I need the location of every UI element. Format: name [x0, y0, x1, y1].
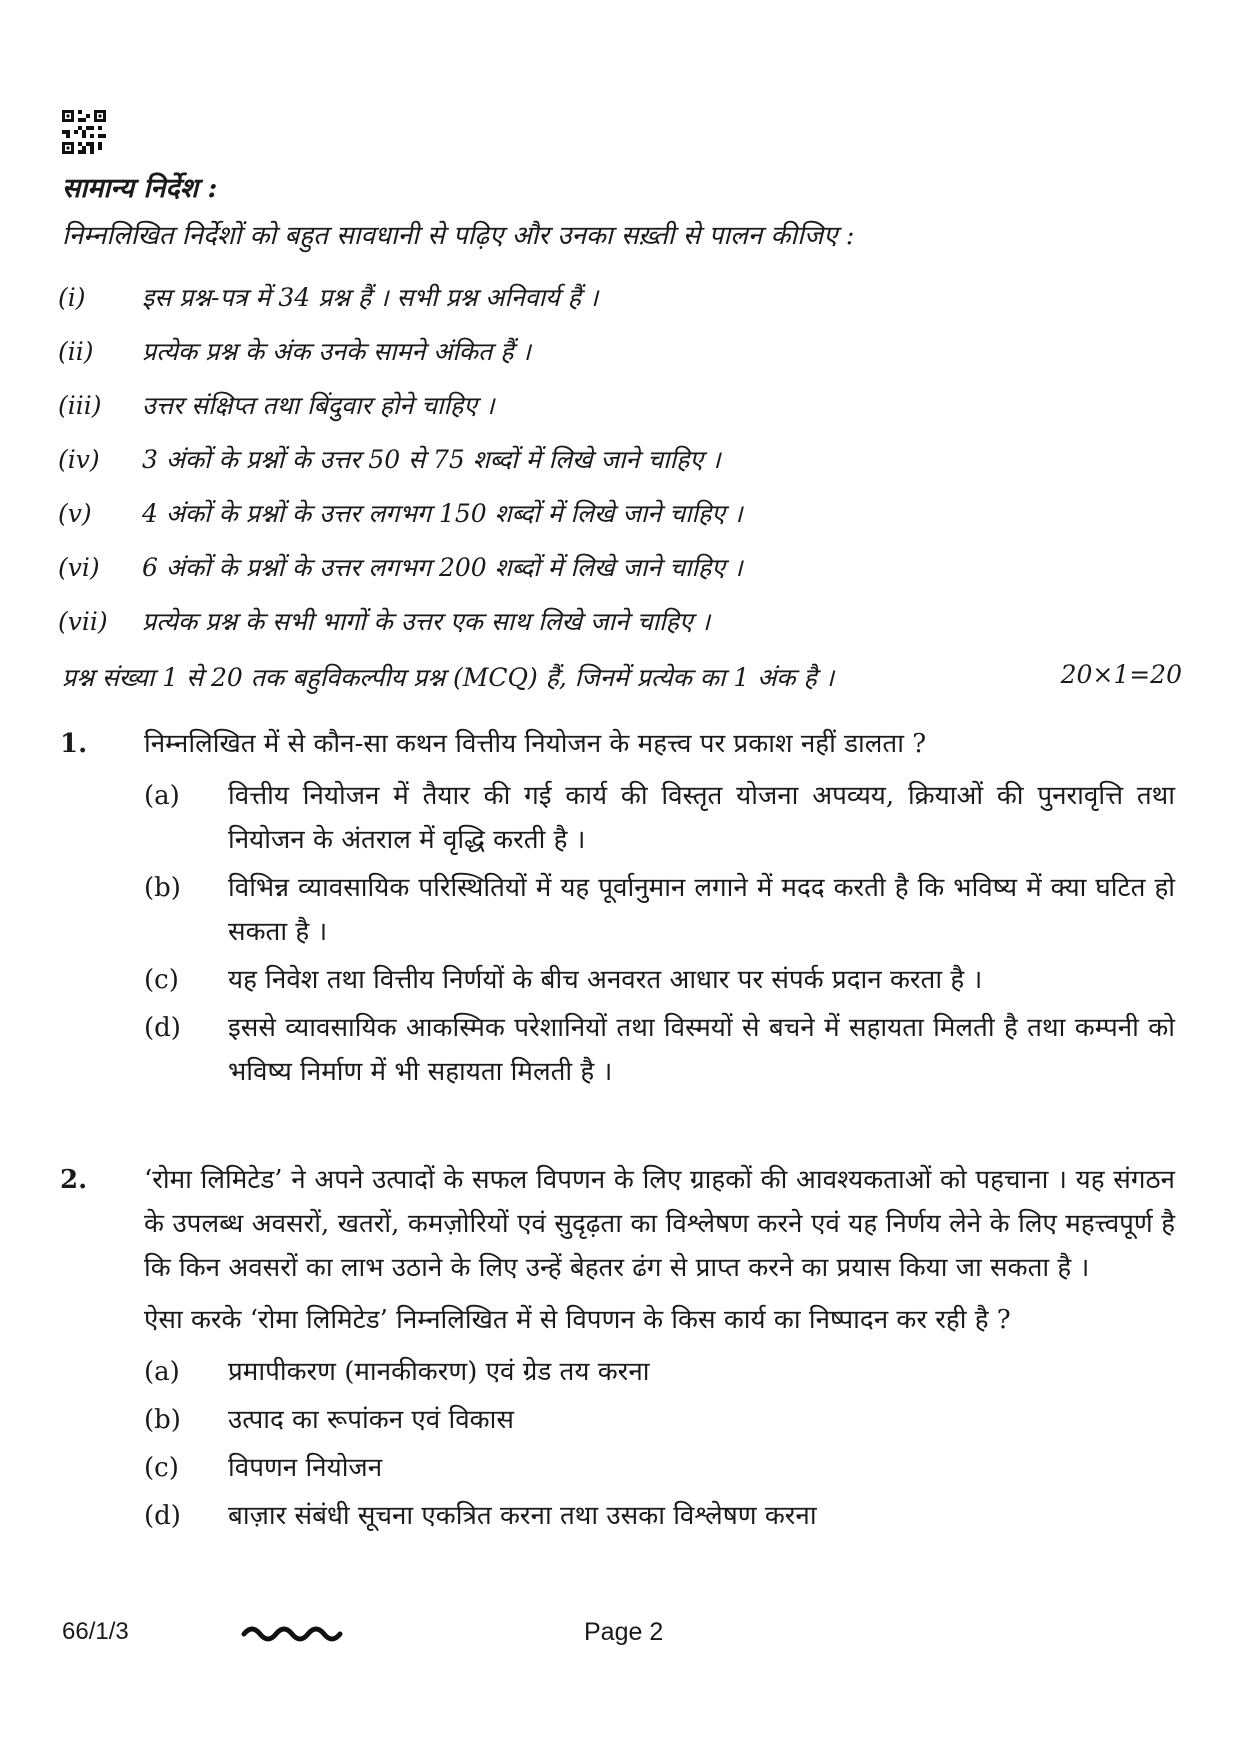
paper-code: 66/1/3: [62, 1618, 129, 1645]
question-2: [60, 1158, 1175, 1542]
instruction-number: (ii): [58, 336, 94, 366]
options-list: [144, 774, 1175, 1094]
question-1: [60, 722, 1175, 1098]
mcq-note: [62, 660, 1182, 694]
option-text: प्रमापीकरण (मानकीकरण) एवं ग्रेड तय करना: [228, 1357, 650, 1387]
question-number: 1.: [60, 729, 88, 759]
option-label: (a): [144, 1357, 180, 1387]
option-text: उत्पाद का रूपांकन एवं विकास: [228, 1405, 514, 1435]
option-label: (a): [144, 781, 180, 811]
instruction-item: [58, 486, 1178, 540]
option-text: विपणन नियोजन: [228, 1453, 383, 1483]
instruction-number: (i): [58, 282, 86, 312]
instructions-heading: सामान्य निर्देश :: [62, 173, 218, 204]
option-label: (c): [144, 1453, 179, 1483]
instruction-number: (v): [58, 498, 92, 528]
option-text: इससे व्यावसायिक आकस्मिक परेशानियों तथा विस्मयों से बचने में सहायता मिलती है तथा कम्पनी को भविष्य निर्माण में भी सहायता मिलती है ।: [228, 1013, 1175, 1087]
question-text: निम्नलिखित में से कौन-सा कथन वित्तीय नियोजन के महत्त्व पर प्रकाश नहीं डालता ?: [144, 729, 927, 759]
question-number: 2.: [60, 1165, 88, 1195]
tilde-ornament-icon: [240, 1612, 350, 1646]
option-label: (d): [144, 1501, 181, 1531]
option-c: [144, 1446, 1175, 1490]
instruction-number: (vi): [58, 552, 100, 582]
option-text: वित्तीय नियोजन में तैयार की गई कार्य की विस्तृत योजना अपव्यय, क्रियाओं की पुनरावृत्ति तथा नियोजन के अंतराल में वृद्धि करती है ।: [228, 781, 1175, 855]
instruction-item: [58, 432, 1178, 486]
instruction-text: 4 अंकों के प्रश्नों के उत्तर लगभग 150 शब्दों में लिखे जाने चाहिए ।: [142, 499, 743, 528]
page-number: Page 2: [584, 1618, 664, 1646]
option-label: (b): [144, 873, 181, 903]
option-label: (b): [144, 1405, 181, 1435]
instruction-text: 6 अंकों के प्रश्नों के उत्तर लगभग 200 शब्दों में लिखे जाने चाहिए ।: [142, 553, 743, 582]
option-d: [144, 1006, 1175, 1094]
instruction-text: इस प्रश्न-पत्र में 34 प्रश्न हैं । सभी प्रश्न अनिवार्य हैं ।: [142, 283, 599, 312]
instruction-item: [58, 324, 1178, 378]
option-b: [144, 866, 1175, 954]
question-text: ‘रोमा लिमिटेड’ ने अपने उत्पादों के सफल विपणन के लिए ग्राहकों की आवश्यकताओं को पहचाना । यह संगठन के उपलब्ध अवसरों, खतरों, कमज़ोरियों एवं सुदृढ़ता का विश्लेषण करने एवं यह निर्णय लेने के लिए महत्त्वपूर्ण है कि किन अवसरों का लाभ उठाने के लिए उन्हें बेहतर ढंग से प्राप्त करने का प्रयास किया जा सकता है ।: [144, 1165, 1175, 1283]
mcq-note-text: प्रश्न संख्या 1 से 20 तक बहुविकल्पीय प्रश्न (MCQ) हैं, जिनमें प्रत्येक का 1 अंक है ।: [62, 663, 835, 692]
options-list: [144, 1350, 1175, 1538]
mcq-note-marks: 20×1=20: [1060, 660, 1182, 689]
option-label: (d): [144, 1013, 181, 1043]
option-c: [144, 958, 1175, 1002]
instruction-item: [58, 540, 1178, 594]
page-footer: [62, 1612, 1182, 1652]
option-a: [144, 774, 1175, 862]
option-text: विभिन्न व्यावसायिक परिस्थितियों में यह पूर्वानुमान लगाने में मदद करती है कि भविष्य में क्या घटित हो सकता है ।: [228, 873, 1175, 947]
option-label: (c): [144, 965, 179, 995]
instruction-text: 3 अंकों के प्रश्नों के उत्तर 50 से 75 शब्दों में लिखे जाने चाहिए ।: [142, 445, 721, 474]
instruction-item: [58, 378, 1178, 432]
instruction-number: (iv): [58, 444, 100, 474]
instruction-text: प्रत्येक प्रश्न के सभी भागों के उत्तर एक साथ लिखे जाने चाहिए ।: [142, 607, 711, 636]
instruction-text: उत्तर संक्षिप्त तथा बिंदुवार होने चाहिए ।: [142, 391, 495, 420]
question-prompt: ऐसा करके ‘रोमा लिमिटेड’ निम्नलिखित में से विपणन के किस कार्य का निष्पादन कर रही है ?: [144, 1305, 1011, 1335]
qr-code-icon: [62, 110, 106, 154]
instructions-intro: निम्नलिखित निर्देशों को बहुत सावधानी से पढ़िए और उनका सख़्ती से पालन कीजिए :: [62, 221, 855, 251]
instruction-number: (vii): [58, 606, 108, 636]
option-b: [144, 1398, 1175, 1442]
option-a: [144, 1350, 1175, 1394]
instruction-item: [58, 270, 1178, 324]
instruction-item: [58, 594, 1178, 648]
option-text: यह निवेश तथा वित्तीय निर्णयों के बीच अनवरत आधार पर संपर्क प्रदान करता है ।: [228, 965, 983, 995]
option-d: [144, 1494, 1175, 1538]
option-text: बाज़ार संबंधी सूचना एकत्रित करना तथा उसका विश्लेषण करना: [228, 1501, 817, 1531]
instructions-list: [58, 270, 1178, 648]
instruction-text: प्रत्येक प्रश्न के अंक उनके सामने अंकित हैं ।: [142, 337, 531, 366]
instruction-number: (iii): [58, 390, 102, 420]
